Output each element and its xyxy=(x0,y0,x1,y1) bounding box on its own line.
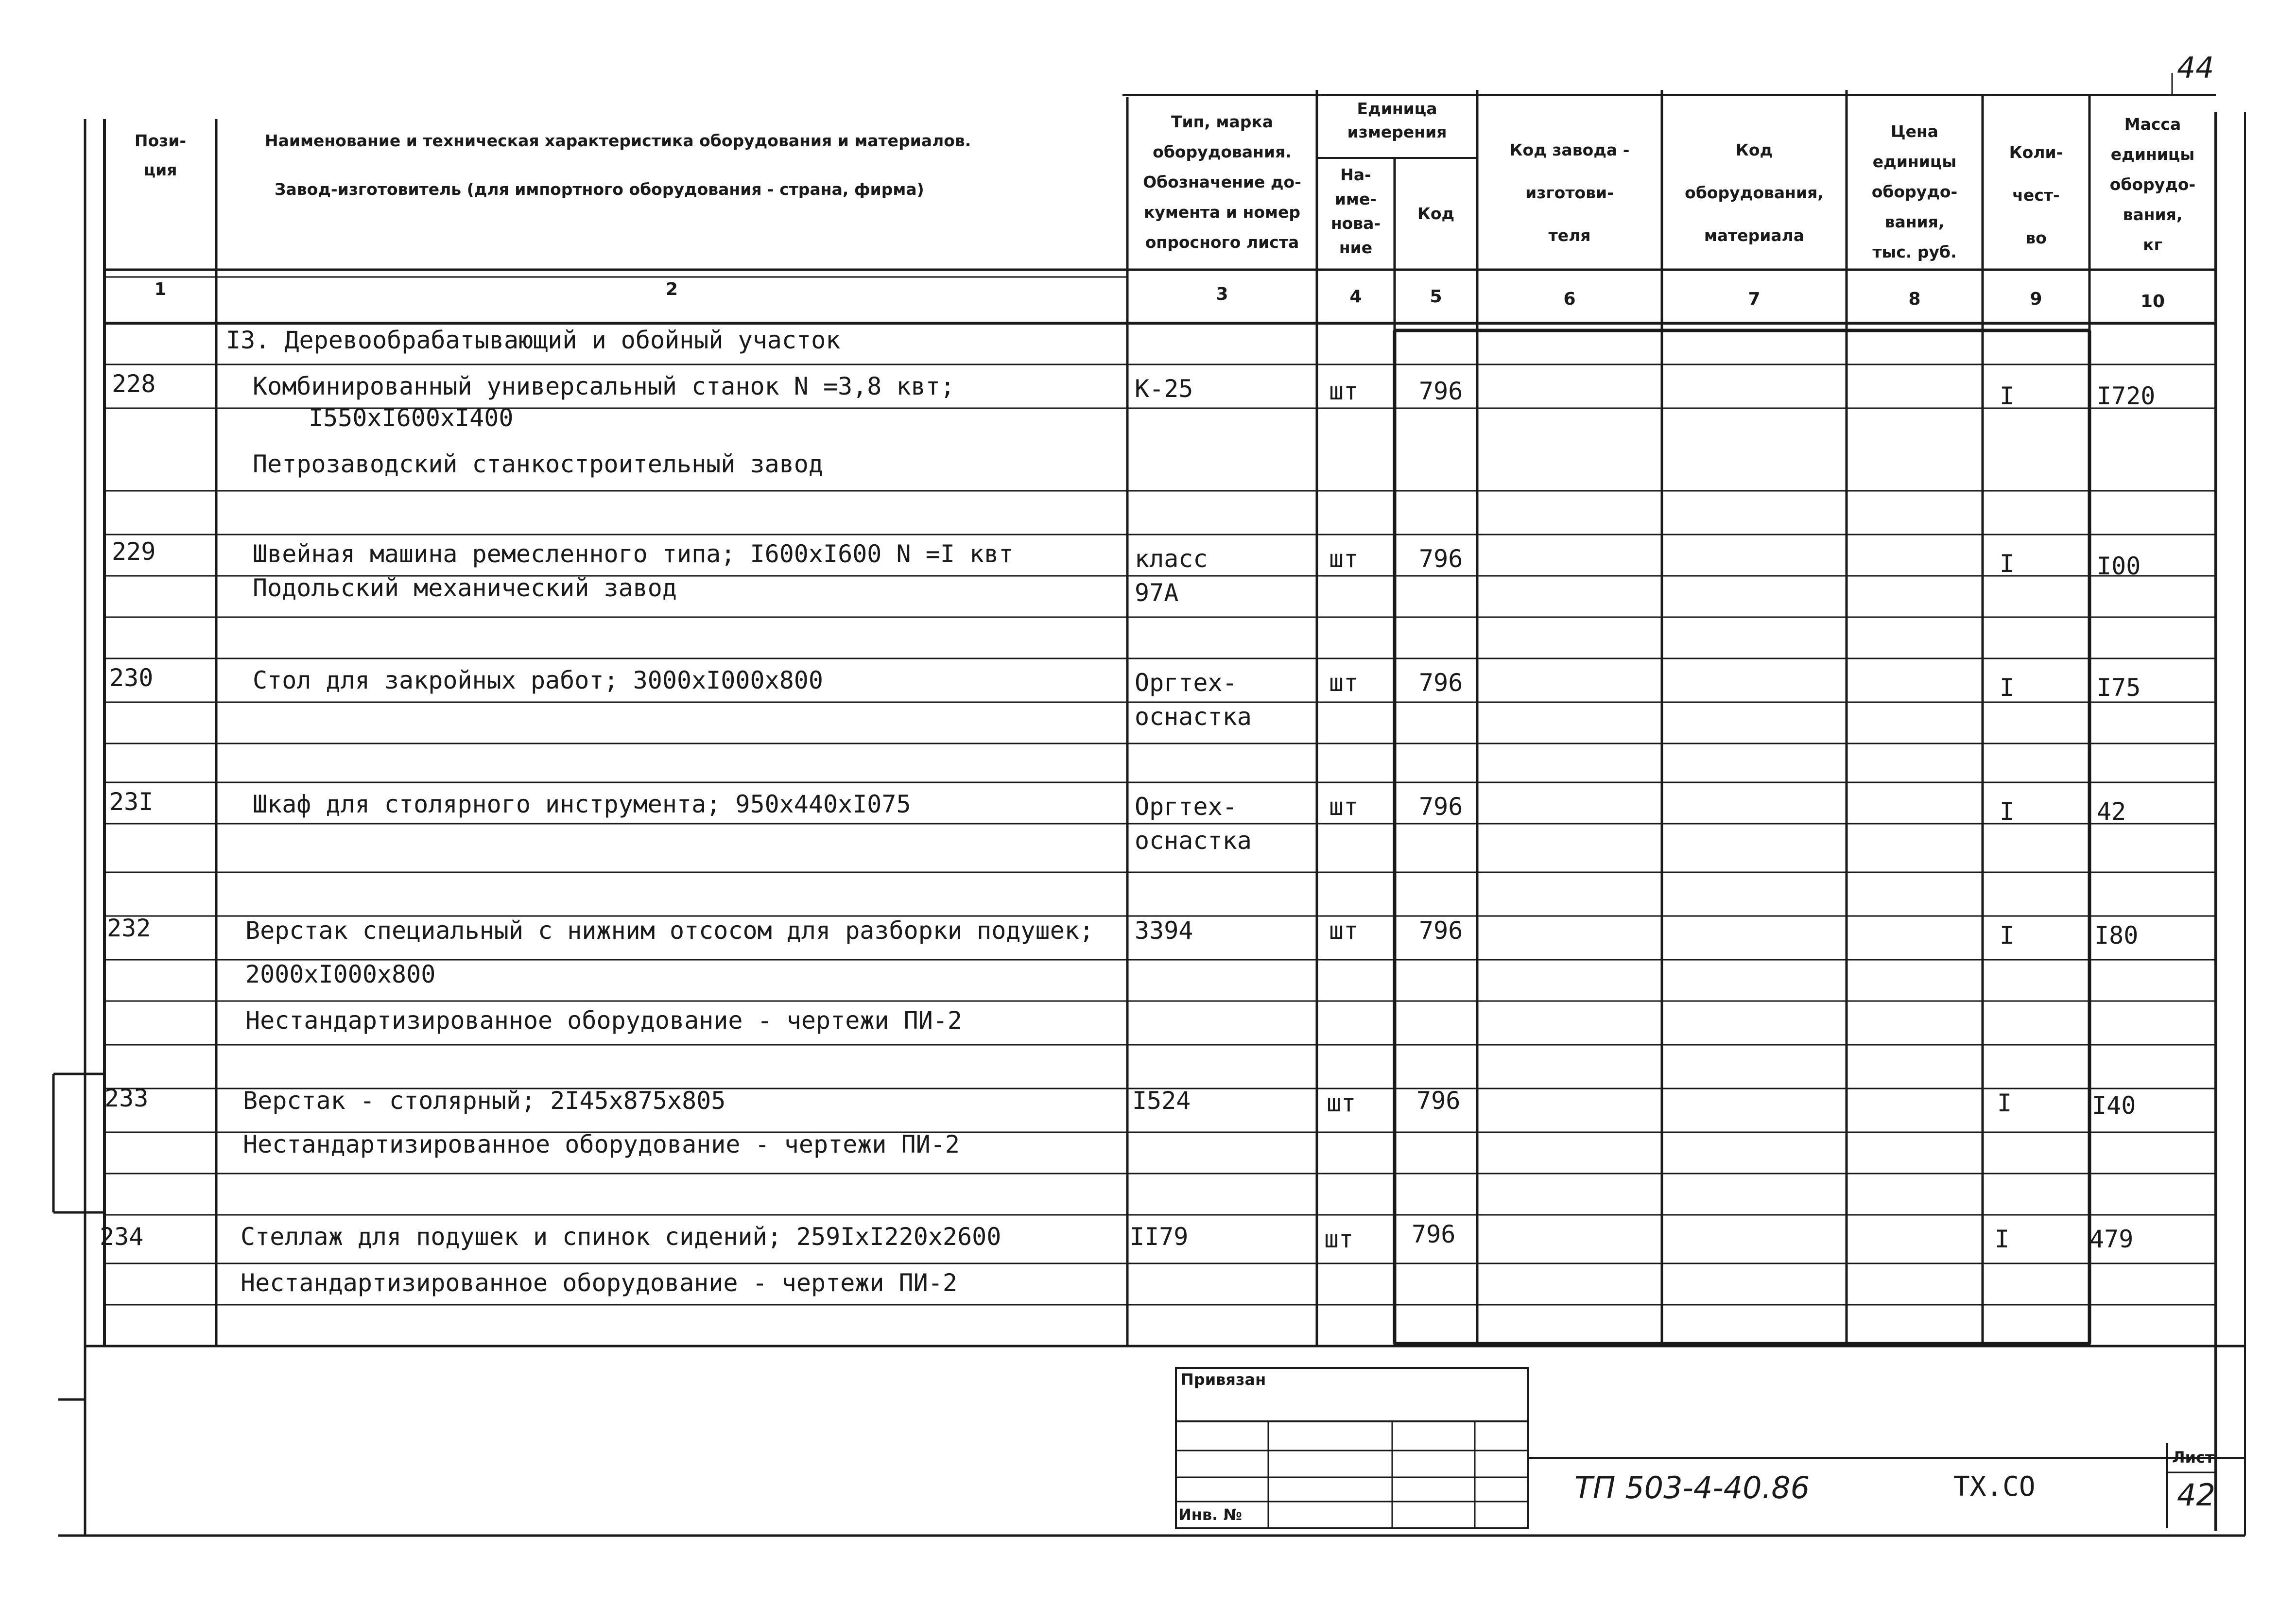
row-234-quantity: I xyxy=(1995,1225,2010,1253)
row-228-position: 228 xyxy=(112,370,156,398)
header-price: Цена единицы оборудо- вания, тыс. руб. xyxy=(1871,122,1958,261)
section-title: I3. Деревообрабатывающий и обойный участок xyxy=(226,326,841,354)
header-name-line1: Наименование и техническая характеристика оборудования и материалов. xyxy=(265,131,971,150)
col-num-1: 1 xyxy=(154,279,167,299)
row-232-name: Верстак специальный с нижним отсосом для разборки подушек; xyxy=(245,916,1094,945)
row-231-type: Оргтех- xyxy=(1135,793,1237,821)
header-unit-name: На- име- нова- ние xyxy=(1330,165,1381,257)
col-num-6: 6 xyxy=(1563,289,1576,309)
stamp-inv-number: Инв. № xyxy=(1178,1505,1242,1524)
row-231-unit: шт xyxy=(1329,793,1359,821)
row-233-quantity: I xyxy=(1997,1089,2012,1117)
col-num-7: 7 xyxy=(1748,289,1761,309)
row-229-code: 796 xyxy=(1419,545,1463,573)
row-232-manufacturer: Нестандартизированное оборудование - чертежи ПИ-2 xyxy=(245,1006,963,1035)
row-232-type: 3394 xyxy=(1135,916,1193,945)
row-228-mass: I720 xyxy=(2097,382,2156,410)
col-num-3: 3 xyxy=(1216,284,1228,304)
row-233-code: 796 xyxy=(1416,1087,1461,1115)
row-231-type2: оснастка xyxy=(1135,827,1252,855)
row-232-unit: шт xyxy=(1329,916,1359,945)
row-234-unit: шт xyxy=(1324,1225,1354,1253)
row-234-code: 796 xyxy=(1412,1220,1456,1248)
row-229-name: Швейная машина ремесленного типа; I600xI600 N =I квт xyxy=(253,540,1014,568)
row-234-manufacturer: Нестандартизированное оборудование - чертежи ПИ-2 xyxy=(241,1269,958,1297)
row-232-mass: I80 xyxy=(2094,921,2139,950)
header-type: Тип, марка оборудования. Обозначение до- кумента и номер опросного листа xyxy=(1143,112,1301,252)
row-229-unit: шт xyxy=(1329,545,1359,573)
row-233-manufacturer: Нестандартизированное оборудование - чертежи ПИ-2 xyxy=(243,1130,960,1158)
row-233-mass: I40 xyxy=(2092,1091,2136,1120)
row-232-quantity: I xyxy=(2000,921,2015,950)
row-234-type: II79 xyxy=(1130,1223,1189,1251)
row-230-type2: оснастка xyxy=(1135,703,1252,731)
header-name-line2: Завод-изготовитель (для импортного оборудования - страна, фирма) xyxy=(275,180,924,199)
header-unit-code: Код xyxy=(1417,204,1455,223)
stamp-list-label: Лист xyxy=(2172,1448,2214,1467)
row-229-quantity: I xyxy=(2000,550,2015,578)
header-position: Пози- ция xyxy=(134,131,187,179)
header-equipment-code: Код оборудования, материала xyxy=(1685,140,1824,245)
stamp-privyazan: Привязан xyxy=(1181,1370,1266,1389)
row-231-position: 23I xyxy=(109,788,154,816)
row-229-type2: 97А xyxy=(1135,579,1179,607)
row-234-position: 234 xyxy=(100,1223,144,1251)
row-228-code: 796 xyxy=(1419,377,1463,405)
row-232-position: 232 xyxy=(107,914,151,942)
row-232-dimensions: 2000xI000x800 xyxy=(245,960,436,988)
row-230-position: 230 xyxy=(109,664,154,692)
row-234-name: Стеллаж для подушек и спинок сидений; 259IxI220x2600 xyxy=(241,1223,1001,1251)
row-231-mass: 42 xyxy=(2097,797,2126,826)
stamp-doc-code: ТП 503-4-40.86 xyxy=(1574,1470,1810,1505)
row-228-quantity: I xyxy=(2000,382,2015,410)
row-233-unit: шт xyxy=(1327,1089,1356,1117)
col-num-9: 9 xyxy=(2030,289,2042,309)
row-230-mass: I75 xyxy=(2097,674,2141,702)
col-num-8: 8 xyxy=(1908,289,1921,309)
row-229-manufacturer: Подольский механический завод xyxy=(253,574,677,602)
row-231-code: 796 xyxy=(1419,793,1463,821)
row-231-quantity: I xyxy=(2000,797,2015,826)
row-231-name: Шкаф для столярного инструмента; 950x440xI075 xyxy=(253,790,911,818)
row-229-mass: I00 xyxy=(2097,552,2141,580)
row-234-mass: 479 xyxy=(2089,1225,2134,1253)
row-229-position: 229 xyxy=(112,537,156,566)
stamp-sheet-code: ТХ.СО xyxy=(1953,1471,2036,1503)
row-233-name: Верстак - столярный; 2I45x875x805 xyxy=(243,1087,726,1115)
row-230-unit: шт xyxy=(1329,669,1359,697)
col-num-5: 5 xyxy=(1430,287,1442,307)
row-233-type: I524 xyxy=(1132,1087,1191,1115)
col-num-2: 2 xyxy=(665,279,678,299)
row-230-code: 796 xyxy=(1419,669,1463,697)
row-230-name: Стол для закройных работ; 3000xI000x800 xyxy=(253,666,823,694)
header-mass: Масса единицы оборудо- вания, кг xyxy=(2109,115,2196,254)
col-num-4: 4 xyxy=(1349,287,1362,307)
page-number-top: 44 xyxy=(2177,51,2214,85)
row-230-type: Оргтех- xyxy=(1135,669,1237,697)
header-factory-code: Код завода - изготови- теля xyxy=(1509,140,1630,245)
row-232-code: 796 xyxy=(1419,916,1463,945)
header-unit-group: Единица измерения xyxy=(1347,99,1447,141)
stamp-list-number: 42 xyxy=(2177,1477,2215,1513)
row-229-type: класс xyxy=(1135,545,1208,573)
row-228-dimensions: I550xI600xI400 xyxy=(309,404,514,432)
row-233-position: 233 xyxy=(104,1084,149,1112)
header-quantity: Коли- чест- во xyxy=(2009,143,2063,247)
row-228-type: К-25 xyxy=(1135,375,1193,403)
row-228-manufacturer: Петрозаводский станкостроительный завод xyxy=(253,450,823,478)
row-230-quantity: I xyxy=(2000,674,2015,702)
row-228-name: Комбинированный универсальный станок N =3,8 квт; xyxy=(253,372,955,400)
col-num-10: 10 xyxy=(2140,292,2165,311)
row-228-unit: шт xyxy=(1329,377,1359,405)
